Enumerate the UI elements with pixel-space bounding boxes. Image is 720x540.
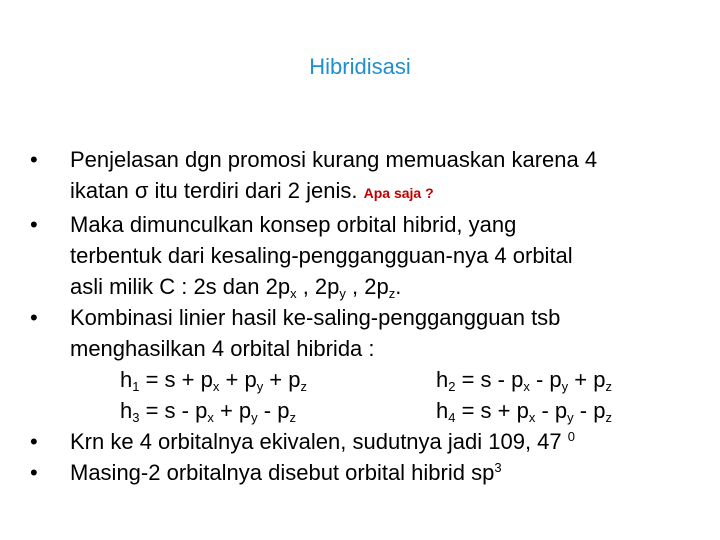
superscript: 3 <box>494 460 502 475</box>
equation-h1 <box>120 364 307 395</box>
subscript: 4 <box>448 410 456 425</box>
bullet-list <box>30 144 710 488</box>
text: - p <box>535 398 568 423</box>
subscript: x <box>207 410 214 425</box>
bullet-2-line-1: Maka dimunculkan konsep orbital hibrid, yang <box>70 212 517 237</box>
subscript: 1 <box>132 379 140 394</box>
text: + p <box>219 367 257 392</box>
bullet-2-line-3 <box>70 271 710 302</box>
subscript: y <box>251 410 258 425</box>
question-note: Apa saja ? <box>363 185 434 201</box>
bullet-item-3 <box>30 302 710 426</box>
bullet-item-4 <box>30 426 710 457</box>
text: . <box>395 274 402 299</box>
equation-row-2 <box>70 395 710 426</box>
text: , 2p <box>345 274 389 299</box>
subscript: y <box>256 379 264 394</box>
text: Krn ke 4 orbitalnya ekivalen, sudutnya jadi 109, 47 <box>70 429 562 454</box>
subscript: z <box>605 379 612 394</box>
subscript: x <box>212 379 220 394</box>
text: , 2p <box>296 274 340 299</box>
equation-h4 <box>436 395 612 426</box>
bullet-2-line-2: terbentuk dari kesaling-penggangguan-nya 4 orbital <box>70 243 573 268</box>
subscript: x <box>523 379 530 394</box>
bullet-marker: • <box>30 147 38 172</box>
text: - p <box>257 398 290 423</box>
bullet-item-5 <box>30 457 710 488</box>
subscript: x <box>528 410 536 425</box>
text: = s + p <box>139 367 213 392</box>
subscript: y <box>339 286 346 301</box>
bullet-3-line-2: menghasilkan 4 orbital hibrida : <box>70 336 375 361</box>
degree-superscript: 0 <box>567 429 576 444</box>
bullet-marker: • <box>30 460 38 485</box>
bullet-item-2 <box>30 209 710 302</box>
text: = s - p <box>455 367 524 392</box>
equation-h2 <box>436 364 612 395</box>
bullet-1-line-1: Penjelasan dgn promosi kurang memuaskan karena 4 <box>70 147 598 172</box>
text: = s - p <box>139 398 208 423</box>
subscript: x <box>290 286 297 301</box>
text: h <box>436 367 449 392</box>
bullet-marker: • <box>30 429 38 454</box>
text: h <box>120 367 133 392</box>
subscript: y <box>567 410 574 425</box>
subscript: y <box>561 379 569 394</box>
text: - p <box>573 398 606 423</box>
equation-row-1 <box>70 364 710 395</box>
text: h <box>120 398 133 423</box>
text: Masing-2 orbitalnya disebut orbital hibrid sp <box>70 460 495 485</box>
text: asli milik C : 2s dan 2p <box>70 274 291 299</box>
text: - p <box>529 367 562 392</box>
subscript: z <box>289 410 296 425</box>
subscript: z <box>388 286 396 301</box>
bullet-1-text: ikatan σ itu terdiri dari 2 jenis. <box>70 178 358 203</box>
subscript: z <box>300 379 307 394</box>
bullet-4-line-1 <box>70 426 710 457</box>
bullet-5-line-1 <box>70 457 710 488</box>
bullet-item-1 <box>30 144 710 209</box>
text: + p <box>263 367 301 392</box>
slide-title: Hibridisasi <box>309 54 411 79</box>
bullet-marker: • <box>30 212 38 237</box>
subscript: 2 <box>448 379 456 394</box>
bullet-marker: • <box>30 305 38 330</box>
bullet-1-line-2 <box>70 175 710 209</box>
bullet-3-line-1: Kombinasi linier hasil ke-saling-penggangguan tsb <box>70 305 561 330</box>
text: + p <box>213 398 252 423</box>
subscript: 3 <box>132 410 140 425</box>
equation-h3 <box>120 395 296 426</box>
subscript: z <box>605 410 612 425</box>
text: = s + p <box>455 398 529 423</box>
text: h <box>436 398 449 423</box>
text: + p <box>568 367 606 392</box>
